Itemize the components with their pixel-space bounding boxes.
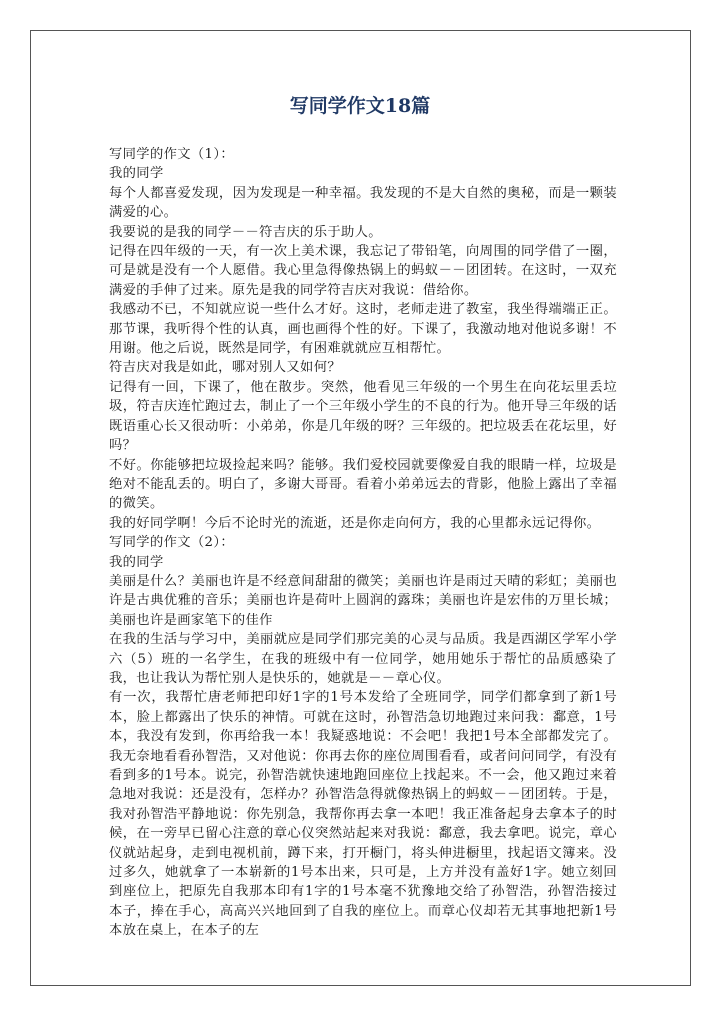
section-heading: 写同学的作文（1）： — [109, 147, 234, 162]
body-paragraph: 美丽是什么？美丽也许是不经意间甜甜的微笑；美丽也许是雨过天晴的彩虹；美丽也许是古典优雅的音乐；美丽也许是荷叶上圆润的露珠；美丽也许是宏伟的万里长城；美丽也许是画家笔下的佳作 — [109, 573, 617, 628]
body-paragraph: 符吉庆对我是如此，哪对别人又如何？ — [109, 360, 341, 376]
body-paragraph: 我感动不已，不知就应说一些什么才好。这时，老师走进了教室，我坐得端端正正。那节课，我听得个性的认真，画也画得个性的好。下课了，我激动地对他说多谢！不用谢。他之后说，既然是同学，有困难就就应互相帮忙。 — [109, 302, 617, 357]
body-paragraph: 在我的生活与学习中，美丽就应是同学们那完美的心灵与品质。我是西湖区学军小学六（5）班的一名学生，在我的班级中有一位同学，她用她乐于帮忙的品质感染了我，也让我认为帮忙别人是快乐的，她就是－－章心仪。 — [109, 632, 617, 686]
body-paragraph: 记得在四年级的一天，有一次上美术课，我忘记了带铅笔，向周围的同学借了一圈，可是就是没有一个人愿借。我心里急得像热锅上的蚂蚁－－团团转。在这时，一双充满爱的手伸了过来。原先是我的同学符吉庆对我说：借给你。 — [109, 244, 617, 298]
body-paragraph: 不好。你能够把垃圾捡起来吗？能够。我们爱校园就要像爱自我的眼睛一样，垃圾是绝对不能乱丢的。明白了，多谢大哥哥。看着小弟弟远去的背影，他脸上露出了幸福的微笑。 — [109, 457, 617, 512]
section-heading: 写同学的作文（2）： — [109, 535, 234, 551]
body-paragraph: 我要说的是我的同学－－符吉庆的乐于助人。 — [109, 224, 382, 240]
essay-title: 我的同学 — [109, 554, 164, 570]
document-title: 写同学作文18篇 — [289, 95, 431, 117]
body-paragraph: 每个人都喜爱发现，因为发现是一种幸福。我发现的不是大自然的奥秘，而是一颗装满爱的心。 — [109, 185, 617, 221]
body-paragraph: 有一次，我帮忙唐老师把印好1字的1号本发给了全班同学，同学们都拿到了新1号本，脸上都露出了快乐的神情。可就在这时，孙智浩急切地跑过来问我：鄱意，1号本，我没有发到，你再给我一本！我疑惑地说：不会吧！我把1号本全部都发完了。我无奈地看看孙智浩，又对他说：你再去你的座位周围看看，或者问问同学，有没有看到多的1号本。说完，孙智浩就快速地跑回座位上找起来。不一会，他又跑过来着急地对我说：还是没有，怎样办？孙智浩急得就像热锅上的蚂蚁－－团团转。于是，我对孙智浩平静地说：你先别急，我帮你再去拿一本吧！我正准备起身去拿本子的时候，在一旁早已留心注意的章心仪突然站起来对我说：鄱意，我去拿吧。说完，章心仪就站起身，走到电视机前，蹲下来，打开橱门，将头伸进橱里，找起语文簿来。没过多久，她就拿了一本崭新的1号本出来，只可是，上方并没有盖好1字。她立刻回到座位上，把原先自我那本印有1字的1号本毫不犹豫地交给了孙智浩，孙智浩接过本子，捧在手心，高高兴兴地回到了自我的座位上。而章心仪却若无其事地把新1号本放在桌上，在本子的左 — [109, 690, 617, 939]
body-paragraph: 我的好同学啊！今后不论时光的流逝，还是你走向何方，我的心里都永远记得你。 — [109, 515, 601, 531]
essay-title: 我的同学 — [109, 166, 164, 182]
document-body — [109, 145, 617, 941]
body-paragraph: 记得有一回，下课了，他在散步。突然，他看见三年级的一个男生在向花坛里丢垃圾，符吉庆连忙跑过去，制止了一个三年级小学生的不良的行为。他开导三年级的话既语重心长又很动听：小弟弟，你是几年级的呀？三年级的。把垃圾丢在花坛里，好吗？ — [109, 379, 617, 454]
